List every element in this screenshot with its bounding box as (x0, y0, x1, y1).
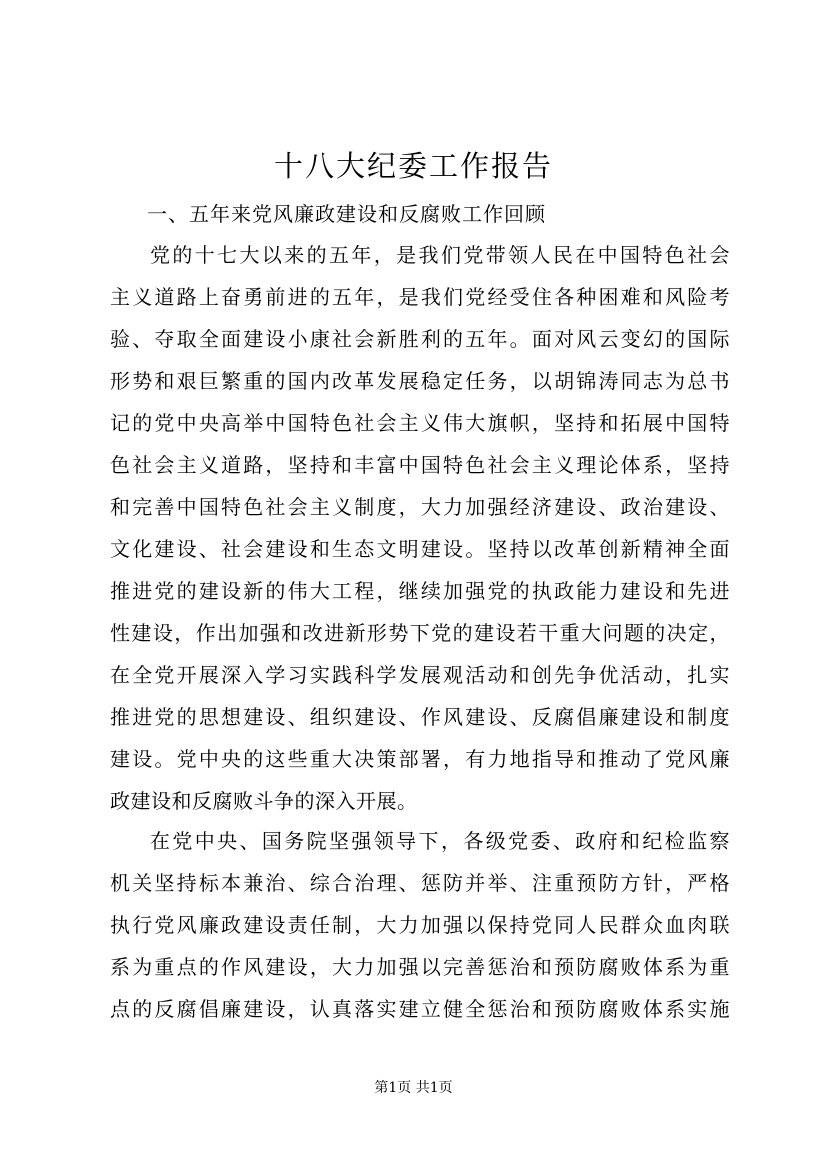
paragraph-2 (110, 820, 730, 1030)
paragraph-line: 建设。党中央的这些重大决策部署，有力地指导和推动了党风廉 (110, 747, 730, 771)
paragraph-line: 推进党的思想建设、组织建设、作风建设、反腐倡廉建设和制度 (110, 705, 730, 729)
paragraph-line: 性建设，作出加强和改进新形势下党的建设若干重大问题的决定， (110, 621, 730, 645)
paragraph-line: 主义道路上奋勇前进的五年，是我们党经受住各种困难和风险考 (110, 285, 730, 309)
paragraph-1 (110, 234, 730, 822)
paragraph-line: 和完善中国特色社会主义制度，大力加强经济建设、政治建设、 (110, 495, 730, 519)
paragraph-line: 在全党开展深入学习实践科学发展观活动和创先争优活动，扎实 (110, 663, 730, 687)
page-footer: 第1页 共1页 (374, 1080, 453, 1096)
paragraph-line: 形势和艰巨繁重的国内改革发展稳定任务，以胡锦涛同志为总书 (110, 369, 730, 393)
document-title: 十八大纪委工作报告 (273, 149, 553, 183)
section-heading: 一、五年来党风廉政建设和反腐败工作回顾 (147, 202, 546, 226)
paragraph-line: 党的十七大以来的五年，是我们党带领人民在中国特色社会 (150, 243, 730, 267)
paragraph-line: 记的党中央高举中国特色社会主义伟大旗帜，坚持和拓展中国特 (110, 411, 730, 435)
paragraph-line: 在党中央、国务院坚强领导下，各级党委、政府和纪检监察 (150, 829, 730, 853)
paragraph-line: 文化建设、社会建设和生态文明建设。坚持以改革创新精神全面 (110, 537, 730, 561)
paragraph-line: 推进党的建设新的伟大工程，继续加强党的执政能力建设和先进 (110, 579, 730, 603)
paragraph-line: 执行党风廉政建设责任制，大力加强以保持党同人民群众血肉联 (110, 913, 730, 937)
paragraph-line: 色社会主义道路，坚持和丰富中国特色社会主义理论体系，坚持 (110, 453, 730, 477)
paragraph-line: 机关坚持标本兼治、综合治理、惩防并举、注重预防方针，严格 (110, 871, 730, 895)
paragraph-line: 点的反腐倡廉建设，认真落实建立健全惩治和预防腐败体系实施 (110, 997, 730, 1021)
paragraph-line: 系为重点的作风建设，大力加强以完善惩治和预防腐败体系为重 (110, 955, 730, 979)
paragraph-line: 政建设和反腐败斗争的深入开展。 (110, 789, 418, 813)
paragraph-line: 验、夺取全面建设小康社会新胜利的五年。面对风云变幻的国际 (110, 327, 730, 351)
